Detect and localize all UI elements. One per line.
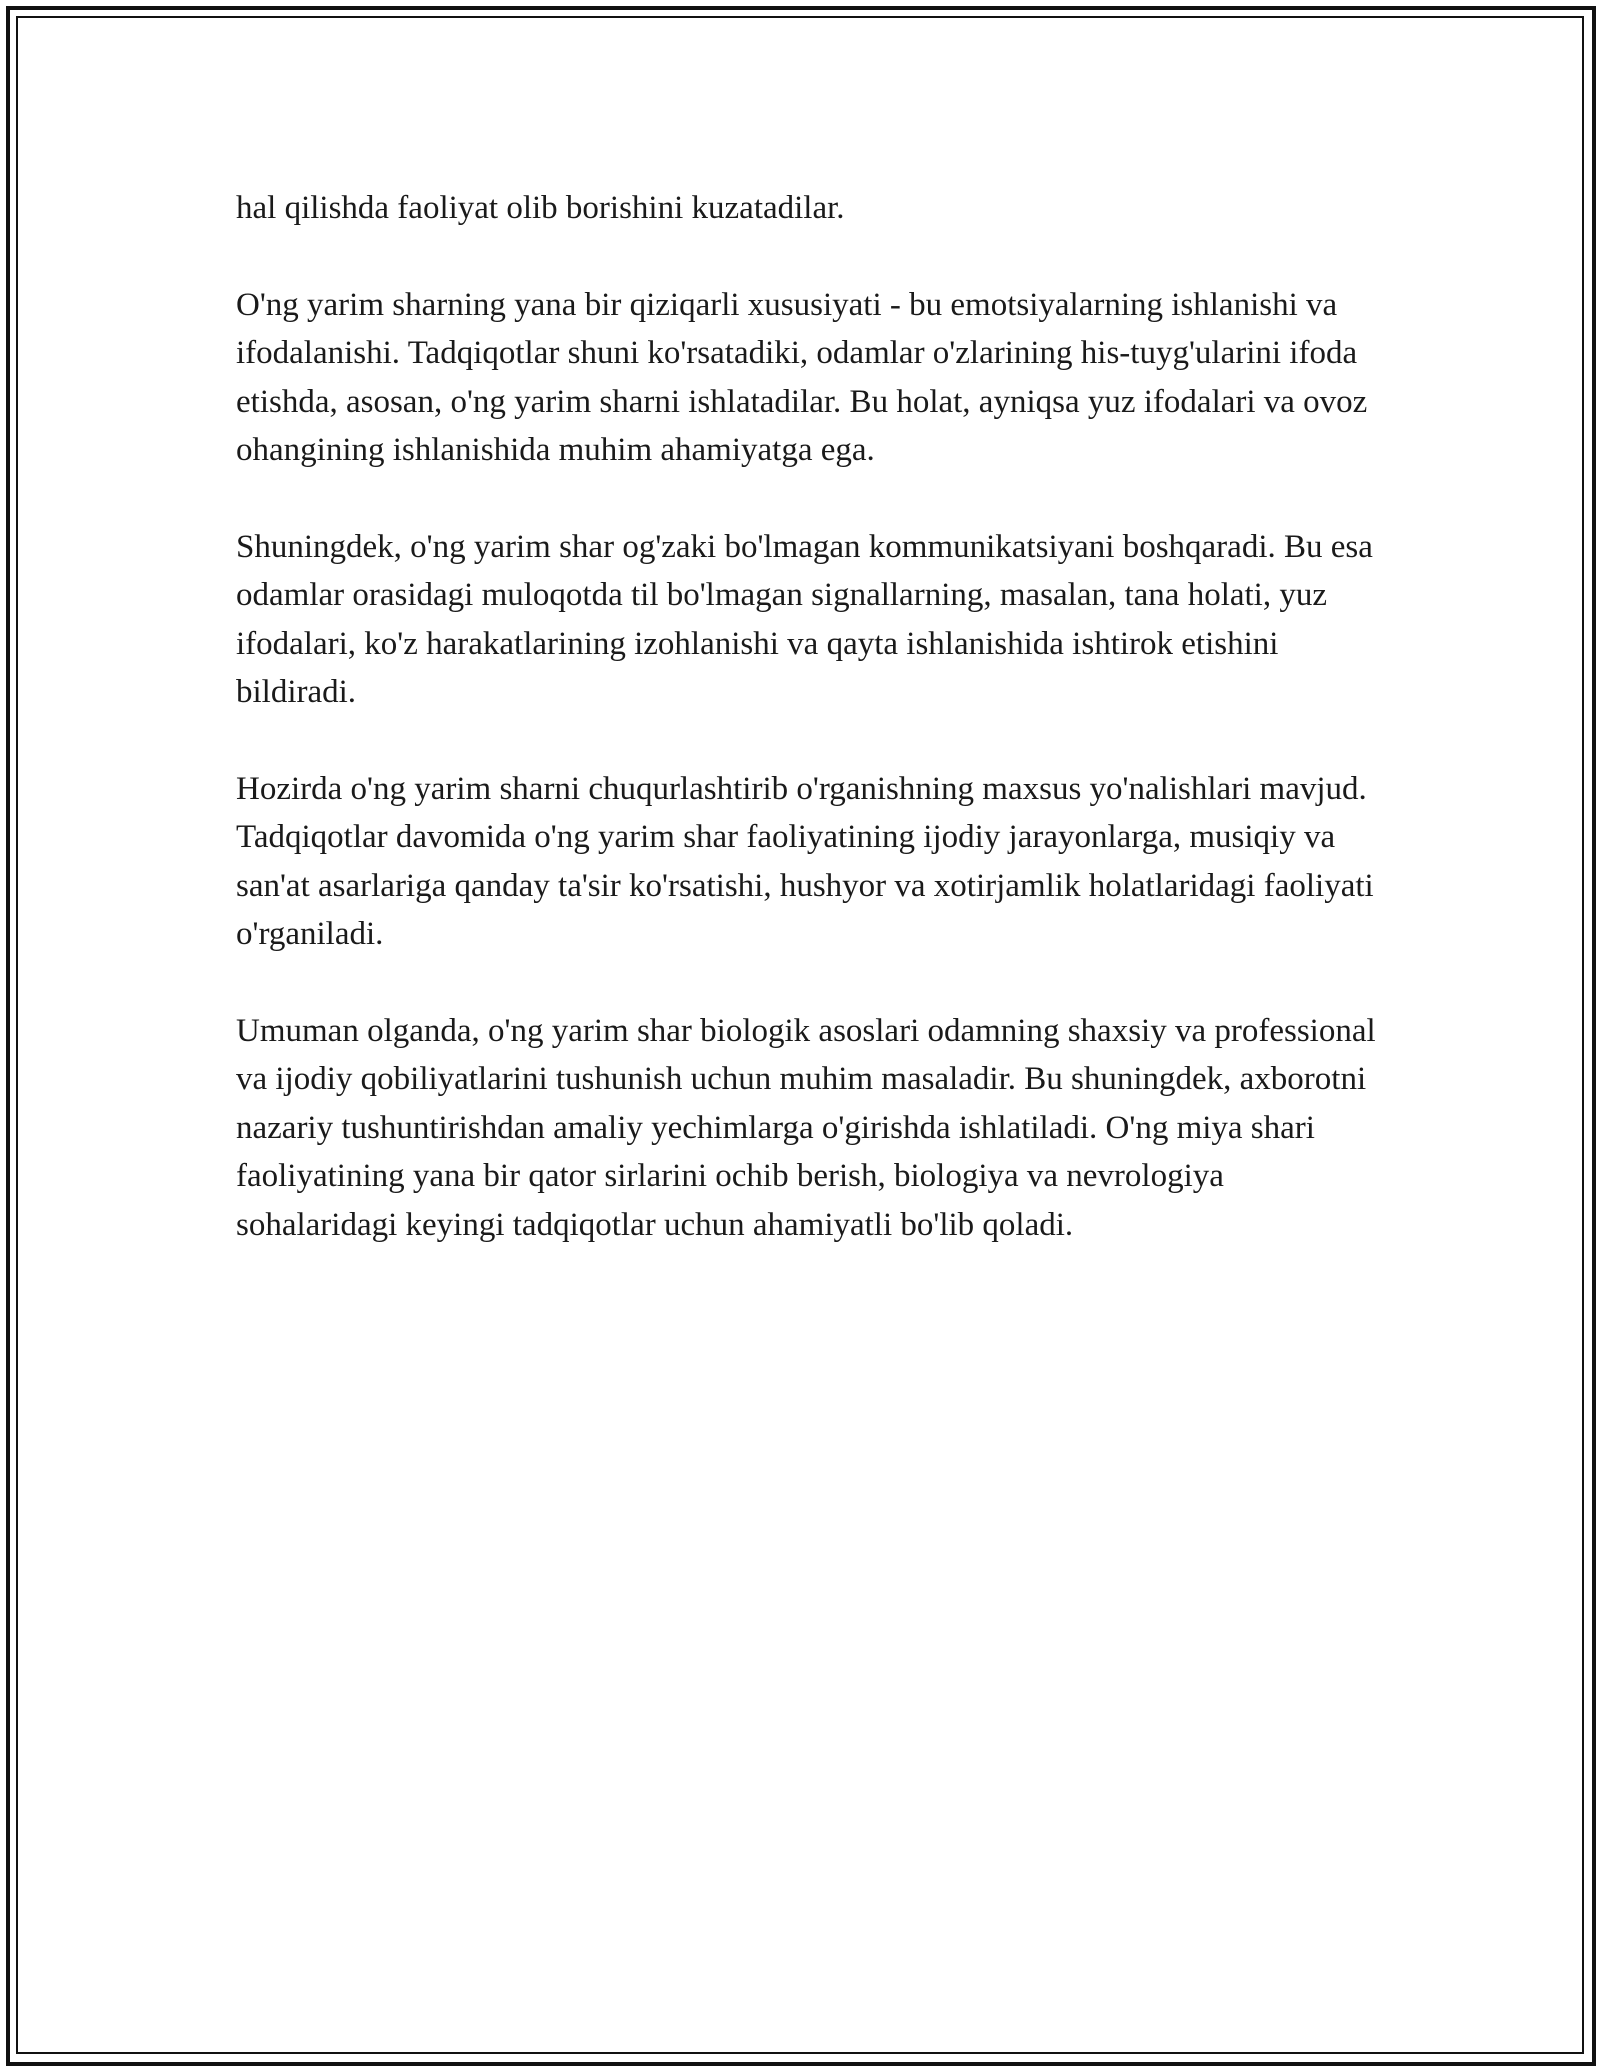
paragraph-nonverbal-communication: Shuningdek, o'ng yarim shar og'zaki bo'lmagan kommunikatsiyani boshqaradi. Bu esa odamlar orasidagi muloqotda til bo'lmagan signallarning, masalan, tana holati, yuz ifodalari, ko'z harakatlarining izohlanishi va qayta ishlanishida ishtirok etishini bildiradi. [236, 528, 1373, 710]
paragraph-continuation: hal qilishda faoliyat olib borishini kuzatadilar. [236, 190, 845, 226]
page-body [236, 184, 1386, 1249]
paragraph-emotions: O'ng yarim sharning yana bir qiziqarli xususiyati - bu emotsiyalarning ishlanishi va ifodalanishi. Tadqiqotlar shuni ko'rsatadiki, odamlar o'zlarining his-tuyg'ularini ifoda etishda, asosan, o'ng yarim sharni ishlatadilar. Bu holat, ayniqsa yuz ifodalari va ovoz ohangining ishlanishida muhim ahamiyatga ega. [236, 286, 1368, 468]
paragraph-conclusion: Umuman olganda, o'ng yarim shar biologik asoslari odamning shaxsiy va professional va ijodiy qobiliyatlarini tushunish uchun muhim masaladir. Bu shuningdek, axborotni nazariy tushuntirishdan amaliy yechimlarga o'girishda ishlatiladi. O'ng miya shari faoliyatining yana bir qator sirlarini ochib berish, biologiya va nevrologiya sohalaridagi keyingi tadqiqotlar uchun ahamiyatli bo'lib qoladi. [236, 1012, 1376, 1243]
paragraph-research-directions: Hozirda o'ng yarim sharni chuqurlashtirib o'rganishning maxsus yo'nalishlari mavjud. Tadqiqotlar davomida o'ng yarim shar faoliyatining ijodiy jarayonlarga, musiqiy va san'at asarlariga qanday ta'sir ko'rsatishi, hushyor va xotirjamlik holatlaridagi faoliyati o'rganiladi. [236, 770, 1374, 952]
